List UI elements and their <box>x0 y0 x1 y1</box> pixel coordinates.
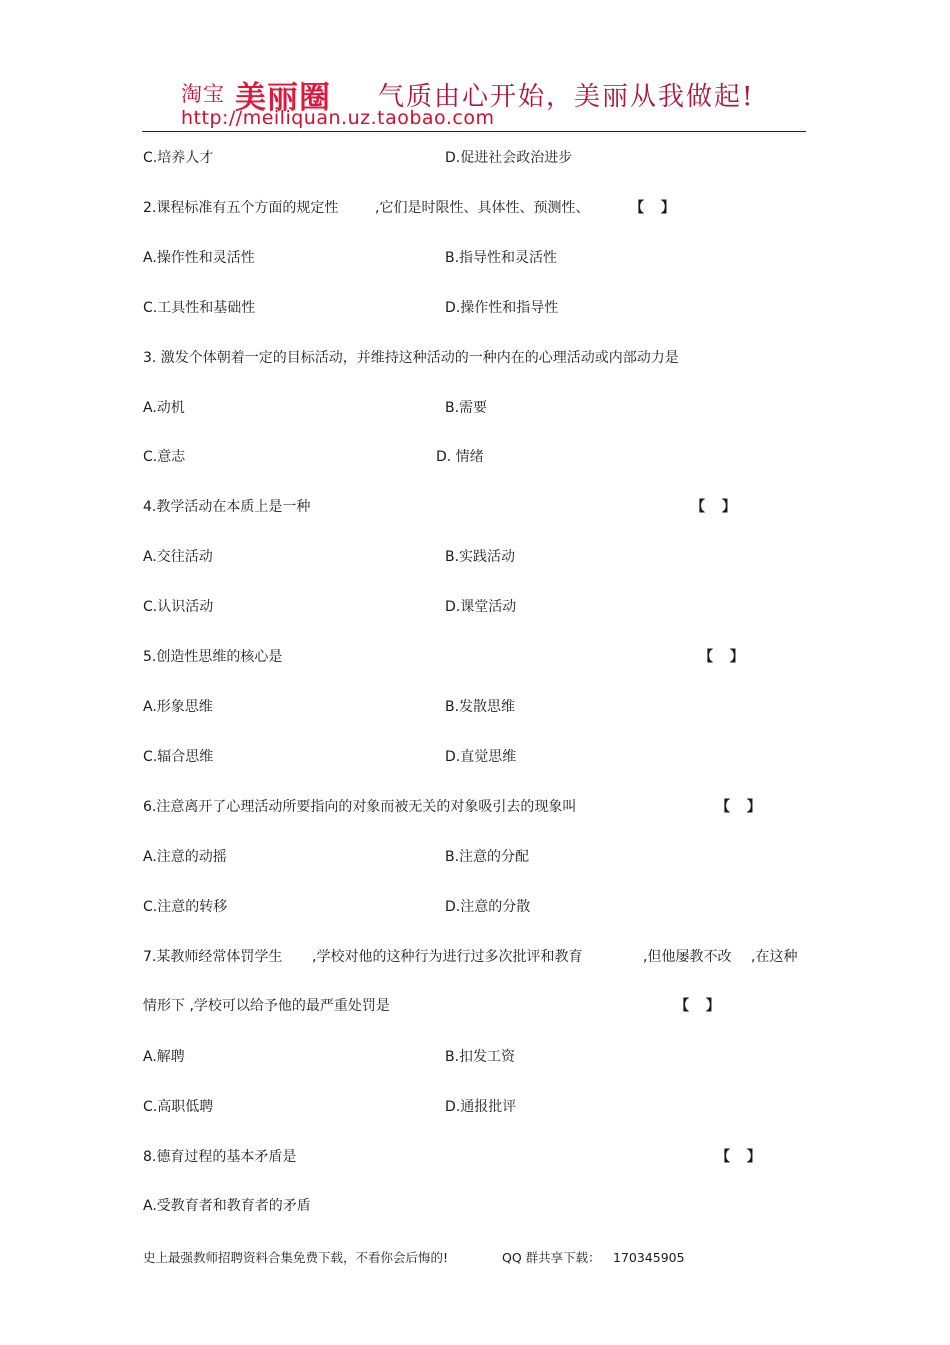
answer-bracket: 【 】 <box>716 1149 761 1165</box>
option-a: A.解聘 <box>143 1049 185 1065</box>
option-c: C.注意的转移 <box>143 899 228 915</box>
option-b: B.扣发工资 <box>445 1049 516 1065</box>
answer-bracket: 【 】 <box>691 499 736 515</box>
question-2-part-1: 2.课程标准有五个方面的规定性 <box>143 200 339 216</box>
option-a: A.受教育者和教育者的矛盾 <box>143 1198 311 1214</box>
option-d: D.注意的分散 <box>445 899 531 915</box>
option-a: A.注意的动摇 <box>143 849 227 865</box>
banner-slogan: 气质由心开始，美丽从我做起! <box>378 82 755 112</box>
question-7-part-4: ,在这种 <box>751 949 798 965</box>
question-7-part-1: 7.某教师经常体罚学生 <box>143 949 283 965</box>
answer-bracket: 【 】 <box>699 649 744 665</box>
question-4: 4.教学活动在本质上是一种 <box>143 499 311 515</box>
header-divider <box>142 131 806 132</box>
option-a: A.交往活动 <box>143 549 213 565</box>
option-a: A.形象思维 <box>143 699 213 715</box>
option-a: A.操作性和灵活性 <box>143 250 255 266</box>
taobao-shop-banner <box>0 0 950 140</box>
option-c: C.高职低聘 <box>143 1099 214 1115</box>
answer-bracket: 【 】 <box>716 799 761 815</box>
option-c: C.工具性和基础性 <box>143 300 256 316</box>
option-c: C.培养人才 <box>143 150 214 166</box>
option-a: A.动机 <box>143 400 185 416</box>
footer-qq-label: QQ 群共享下载： <box>502 1250 601 1265</box>
question-7-part-3: ,但他屡教不改 <box>643 949 732 965</box>
option-c: C.辐合思维 <box>143 749 214 765</box>
question-7-part-2: ,学校对他的这种行为进行过多次批评和教育 <box>312 949 583 965</box>
option-d: D.课堂活动 <box>445 599 517 615</box>
option-b: B.需要 <box>445 400 488 416</box>
option-c: C.意志 <box>143 449 186 465</box>
question-8: 8.德育过程的基本矛盾是 <box>143 1149 297 1165</box>
question-3: 3. 激发个体朝着一定的目标活动，并维持这种活动的一种内在的心理活动或内部动力是 <box>143 350 679 366</box>
option-c: C.认识活动 <box>143 599 214 615</box>
footer-qq-number: 170345905 <box>613 1250 685 1265</box>
banner-url: http://meiliquan.uz.taobao.com <box>181 107 495 129</box>
banner-brand-name: 美丽圈 <box>235 80 331 116</box>
banner-taobao-label: 淘宝 <box>181 82 225 106</box>
option-b: B.注意的分配 <box>445 849 530 865</box>
answer-bracket: 【 】 <box>675 998 720 1014</box>
option-b: B.实践活动 <box>445 549 516 565</box>
option-d: D. 情绪 <box>436 449 484 465</box>
option-d: D.操作性和指导性 <box>445 300 559 316</box>
option-d: D.促进社会政治进步 <box>445 150 573 166</box>
question-5: 5.创造性思维的核心是 <box>143 649 283 665</box>
option-d: D.直觉思维 <box>445 749 517 765</box>
question-6: 6.注意离开了心理活动所要指向的对象而被无关的对象吸引去的现象叫 <box>143 799 577 815</box>
question-7-part-5: 情形下 ,学校可以给予他的最严重处罚是 <box>143 998 390 1014</box>
option-d: D.通报批评 <box>445 1099 517 1115</box>
footer-promo-text: 史上最强教师招聘资料合集免费下载，不看你会后悔的! <box>143 1250 449 1265</box>
option-b: B.发散思维 <box>445 699 516 715</box>
answer-bracket: 【 】 <box>630 200 675 216</box>
question-2-part-2: ,它们是时限性、具体性、预测性、 <box>375 200 590 216</box>
option-b: B.指导性和灵活性 <box>445 250 558 266</box>
